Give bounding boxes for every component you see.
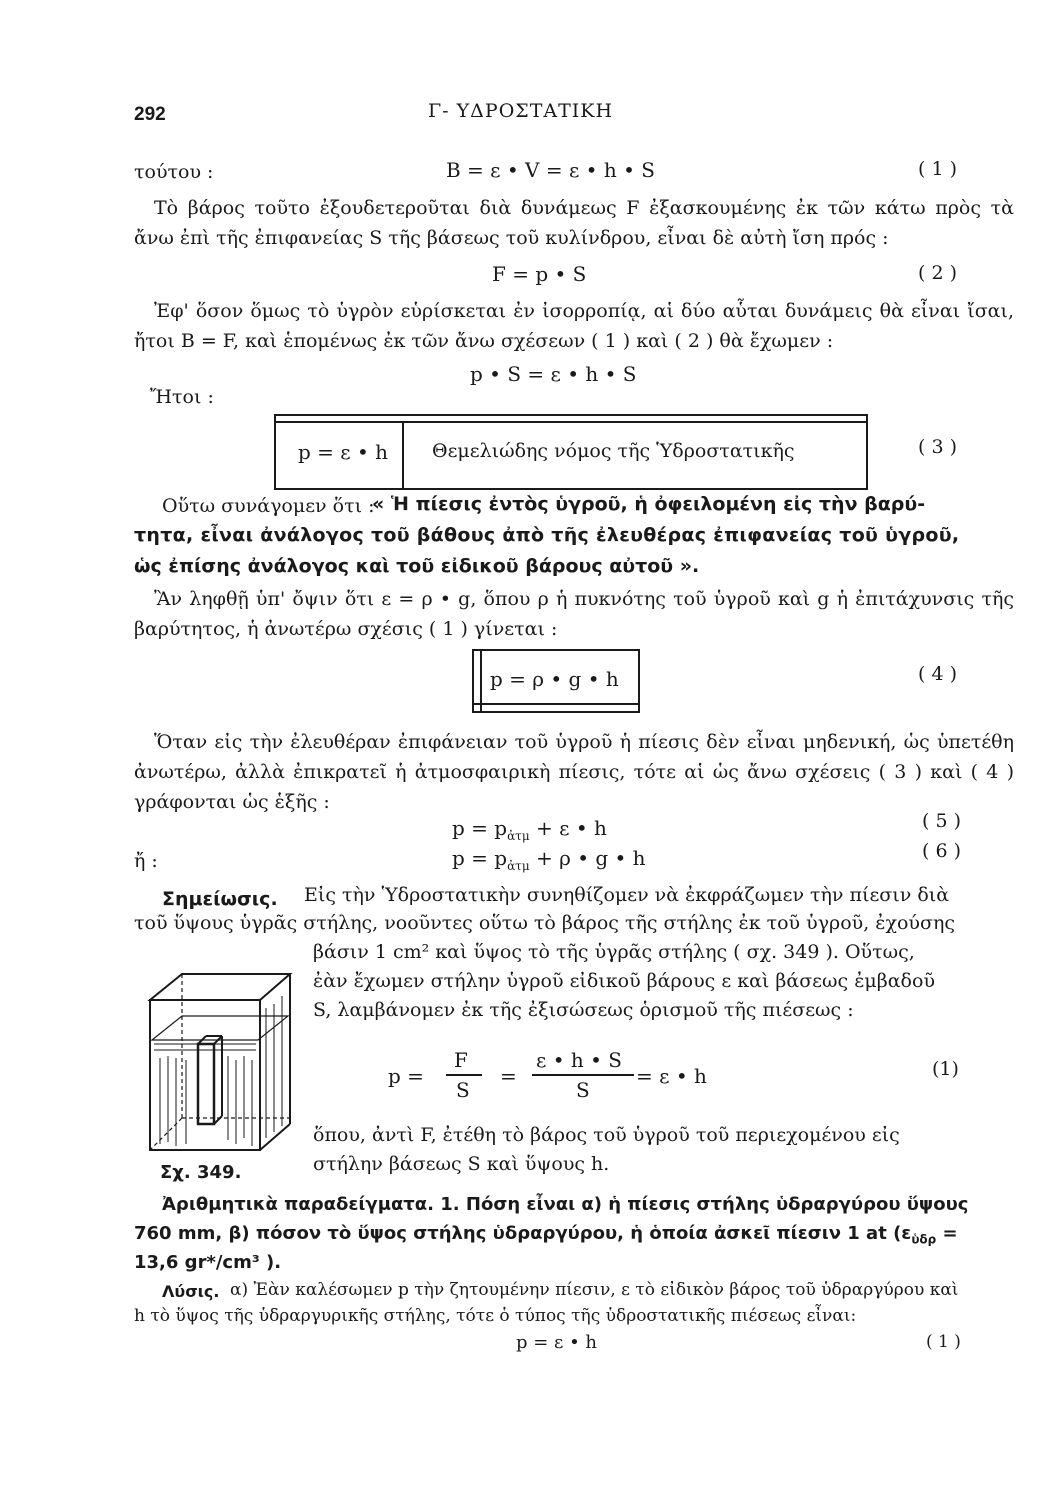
paragraph-5: Ὅταν εἰς τὴν ἐλευθέραν ἐπιφάνειαν τοῦ ὑγροῦ ἡ πίεσις δὲν εἶναι μηδενική, ὡς ὑπετέθη ἀνωτέρω, ἀλλὰ ἐπικρατεῖ ἡ ἀτμοσφαιρικὴ πίεσις, τότε αἱ ὡς ἄνω σχέσεις ( 3 ) καὶ ( 4 ) γράφονται ὡς ἑξῆς : [134, 731, 1014, 813]
formula-3: p = ε • h [298, 440, 389, 464]
fraction-p: p = [388, 1064, 424, 1088]
after-line-1: ὅπου, ἀντὶ F, ἐτέθη τὸ βάρος τοῦ ὑγροῦ τοῦ περιεχομένου εἰς [313, 1124, 900, 1146]
formula-5 [452, 816, 607, 843]
conclusion-bold-2: τητα, εἶναι ἀνάλογος τοῦ βάθους ἀπὸ τῆς ἐλευθέρας ἐπιφανείας τοῦ ὑγροῦ, [134, 524, 960, 546]
figure-caption: Σχ. 349. [160, 1162, 242, 1183]
formula-2: F = p • S [492, 262, 587, 286]
formula-6-lhs: p = p [452, 846, 508, 870]
note-line-3: βάσιν 1 cm² καὶ ὕψος τὸ τῆς ὑγρᾶς στήλης ( σχ. 349 ). Οὕτως, [313, 941, 915, 963]
examples-line-2-text: 760 mm, β) πόσον τὸ ὕψος στήλης ὑδραργύρου, ἡ ὁποία ἀσκεῖ πίεσιν 1 at (ε [134, 1223, 912, 1244]
formula-6-sub: ἀτμ [507, 859, 530, 873]
line-tuto: τούτου : [134, 161, 214, 183]
examples-line-2-sub: ὑδρ [911, 1232, 937, 1247]
formula-5-lhs: p = p [452, 816, 508, 840]
running-head: Γ- ΥΔΡΟΣΤΑΤΙΚΗ [428, 100, 614, 122]
formula-3a: p • S = ε • h • S [470, 362, 637, 386]
box4-rule-bottom [474, 703, 638, 705]
examples-line-2-tail: = [942, 1223, 958, 1244]
conclusion-bold-1: « Ἡ πίεσις ἐντὸς ὑγροῦ, ἡ ὀφειλομένη εἰς τὴν βαρύ- [372, 493, 926, 515]
after-line-2: στήλην βάσεως S καὶ ὕψους h. [313, 1153, 610, 1175]
law-name: Θεμελιώδης νόμος τῆς Ὑδροστατικῆς [432, 440, 795, 462]
solution-line-1: α) Ἐὰν καλέσωμεν p τὴν ζητουμένην πίεσιν, ε τὸ εἰδικὸν βάρος τοῦ ὑδραργύρου καὶ [230, 1280, 959, 1300]
page-number: 292 [134, 104, 166, 125]
fraction-S1: S [456, 1078, 470, 1102]
boxed-formula-4 [472, 649, 640, 713]
fraction-bar-2 [532, 1074, 634, 1076]
box4-rule-left [480, 651, 482, 711]
fraction-numerator-2: ε • h • S [536, 1048, 622, 1072]
eq-number-5: ( 5 ) [922, 810, 961, 832]
boxed-law [274, 414, 868, 490]
note-line-2: τοῦ ὕψους ὑγρᾶς στήλης, νοοῦντες οὕτω τὸ βάρος τῆς στήλης ἐκ τοῦ ὑγροῦ, ἐχούσης [134, 912, 955, 934]
examples-line-2 [134, 1223, 958, 1247]
eq-number-4: ( 4 ) [918, 663, 957, 685]
note-title: Σημείωσις. [162, 888, 278, 910]
htoi-label: Ἤτοι : [150, 386, 214, 408]
box-double-rule [276, 421, 866, 423]
formula-6 [452, 846, 646, 873]
solution-line-2: h τὸ ὕψος τῆς ὑδραργυρικῆς στήλης, τότε ὁ τύπος τῆς ὑδροστατικῆς πιέσεως εἶναι: [134, 1306, 857, 1326]
solution-title: Λύσις. [162, 1282, 220, 1301]
fraction-bar-1 [446, 1074, 482, 1076]
or-label: ἤ : [134, 850, 158, 872]
eq-number-6: ( 6 ) [922, 840, 961, 862]
formula-5-rhs: + ε • h [535, 816, 607, 840]
paragraph-4: Ἂν ληφθῇ ὑπ' ὄψιν ὅτι ε = ρ • g, ὅπου ρ ἡ πυκνότης τοῦ ὑγροῦ καὶ g ἡ ἐπιτάχυνσις τῆς βαρύτητος, ἡ ἀνωτέρω σχέσις ( 1 ) γίνεται : [134, 588, 1014, 640]
note-line-4: ἐὰν ἔχωμεν στήλην ὑγροῦ εἰδικοῦ βάρους ε καὶ βάσεως ἐμβαδοῦ [313, 970, 935, 992]
note-line-1: Εἰς τὴν Ὑδροστατικὴν συνηθίζομεν νὰ ἐκφράζωμεν τὴν πίεσιν διὰ [304, 884, 950, 906]
eq-number-last: ( 1 ) [926, 1332, 961, 1352]
box-divider [402, 421, 404, 488]
fraction-S2: S [576, 1078, 590, 1102]
conclusion-bold-3: ὡς ἐπίσης ἀνάλογος καὶ τοῦ εἰδικοῦ βάρους αὐτοῦ ». [134, 555, 700, 577]
formula-5-sub: ἀτμ [507, 829, 530, 843]
examples-line-1: Ἀριθμητικὰ παραδείγματα. 1. Πόση εἶναι α) ἡ πίεσις στήλης ὑδραργύρου ὕψους [162, 1194, 969, 1215]
fraction-equals: = [500, 1064, 517, 1088]
conclusion-intro: Οὕτω συνάγομεν ὅτι : [162, 495, 375, 517]
formula-6-rhs: + ρ • g • h [535, 846, 646, 870]
paragraph-2: Ἐφ' ὅσον ὅμως τὸ ὑγρὸν εὑρίσκεται ἐν ἰσορροπίᾳ, αἱ δύο αὗται δυνάμεις θὰ εἶναι ἴσαι, ἤτοι B = F, καὶ ἑπομένως ἐκ τῶν ἄνω σχέσεων ( 1 ) καὶ ( 2 ) θὰ ἔχωμεν : [134, 300, 1014, 352]
fraction-eq-number: (1) [932, 1058, 959, 1080]
fraction-F: F [454, 1048, 468, 1072]
formula-1: B = ε • V = ε • h • S [446, 158, 655, 182]
note-line-5: S, λαμβάνομεν ἐκ τῆς ἐξισώσεως ὁρισμοῦ τῆς πιέσεως : [313, 999, 854, 1021]
formula-last: p = ε • h [516, 1332, 598, 1353]
paragraph-1: Τὸ βάρος τοῦτο ἐξουδετεροῦται διὰ δυνάμεως F ἐξασκουμένης ἐκ τῶν κάτω πρὸς τὰ ἄνω ἐπὶ τῆς ἐπιφανείας S τῆς βάσεως τοῦ κυλίνδρου, εἶναι δὲ αὐτὴ ἴση πρός : [134, 197, 1014, 249]
eq-number-1: ( 1 ) [918, 158, 957, 180]
eq-number-3: ( 3 ) [918, 436, 957, 458]
examples-line-3: 13,6 gr*/cm³ ). [134, 1252, 282, 1273]
formula-4: p = ρ • g • h [490, 667, 619, 691]
fraction-tail: = ε • h [636, 1064, 707, 1088]
figure-349-container-drawing [140, 968, 300, 1164]
eq-number-2: ( 2 ) [918, 262, 957, 284]
